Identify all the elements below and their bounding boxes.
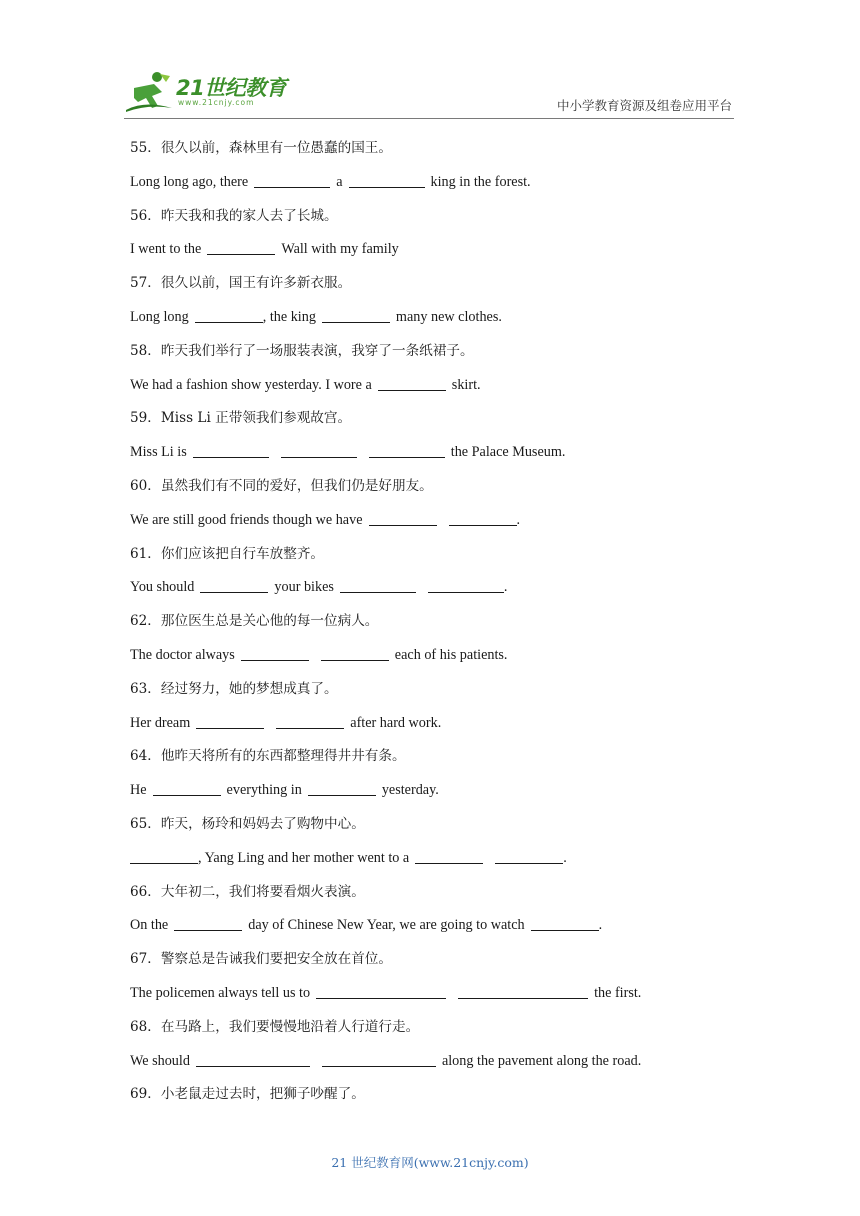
answer-blank[interactable] [207, 240, 275, 255]
logo-text: 21世纪教育 [176, 76, 287, 100]
answer-blank[interactable] [378, 376, 446, 391]
text-segment: many new clothes. [395, 308, 502, 325]
text-segment: everything in [226, 782, 302, 799]
question-61-chinese: 61．你们应该把自行车放整齐。 [130, 545, 325, 562]
question-67-english [130, 977, 740, 1011]
question-55-chinese: 55．很久以前，森林里有一位愚蠢的国王。 [130, 140, 392, 156]
answer-blank[interactable] [369, 511, 437, 526]
question-65-english [130, 842, 740, 876]
runner-logo-icon [124, 70, 174, 114]
answer-blank[interactable] [415, 849, 483, 864]
text-segment: your bikes [274, 579, 334, 596]
question-63-chinese: 63．经过努力，她的梦想成真了。 [130, 680, 338, 697]
answer-blank[interactable] [241, 646, 309, 661]
answer-blank[interactable] [449, 511, 517, 526]
question-69-chinese: 69．小老鼠走过去时，把狮子吵醒了。 [130, 1086, 365, 1103]
text-segment: , the king [262, 308, 316, 325]
text-segment: On the [130, 917, 169, 934]
text-segment: a [336, 173, 343, 190]
text-segment: along the pavement along the road. [441, 1052, 642, 1069]
question-57-chinese: 57．很久以前，国王有许多新衣服。 [130, 275, 352, 292]
question-56-english [130, 233, 740, 267]
platform-title: 中小学教育资源及组卷应用平台 [556, 98, 732, 113]
text-segment: the Palace Museum. [450, 444, 566, 461]
answer-blank[interactable] [531, 916, 599, 931]
question-65-chinese: 65．昨天，杨玲和妈妈去了购物中心。 [130, 815, 365, 832]
answer-blank[interactable] [196, 1052, 310, 1067]
question-67-chinese: 67．警察总是告诫我们要把安全放在首位。 [130, 951, 392, 968]
question-list [130, 132, 740, 1112]
question-58-english [130, 369, 740, 403]
answer-blank[interactable] [174, 916, 242, 931]
answer-blank[interactable] [322, 1052, 436, 1067]
text-segment: Her dream [130, 714, 191, 731]
question-59-chinese: 59．Miss Li 正带领我们参观故宫。 [130, 410, 352, 427]
answer-blank[interactable] [200, 578, 268, 593]
answer-blank[interactable] [428, 578, 504, 593]
logo-subtext: www.21cnjy.com [178, 98, 255, 107]
question-60-chinese: 60．虽然我们有不同的爱好，但我们仍是好朋友。 [130, 477, 433, 494]
text-segment: the first. [594, 984, 642, 1001]
page-header [0, 0, 860, 124]
answer-blank[interactable] [195, 308, 263, 323]
answer-blank[interactable] [130, 849, 198, 864]
question-58-chinese: 58．昨天我们举行了一场服装表演，我穿了一条纸裙子。 [130, 342, 474, 359]
question-60-english [130, 504, 740, 538]
text-segment: I went to the [130, 241, 202, 258]
text-segment: day of Chinese New Year, we are going to watch [248, 917, 525, 934]
answer-blank[interactable] [316, 984, 446, 999]
text-segment: . [516, 511, 521, 528]
answer-blank[interactable] [349, 173, 425, 188]
answer-blank[interactable] [369, 443, 445, 458]
text-segment: . [598, 917, 603, 934]
text-segment: each of his patients. [394, 646, 508, 663]
text-segment: . [563, 849, 567, 866]
text-segment: skirt. [451, 376, 481, 393]
header-rule [124, 118, 734, 119]
question-55-english [130, 166, 740, 200]
logo [124, 70, 294, 116]
question-64-english [130, 774, 740, 808]
answer-blank[interactable] [193, 443, 269, 458]
text-segment: We had a fashion show yesterday. I wore a [130, 376, 372, 393]
text-segment: yesterday. [381, 782, 439, 799]
question-61-english [130, 571, 740, 605]
question-66-chinese: 66．大年初二，我们将要看烟火表演。 [130, 883, 365, 900]
text-segment: after hard work. [350, 714, 442, 731]
answer-blank[interactable] [254, 173, 330, 188]
answer-blank[interactable] [281, 443, 357, 458]
answer-blank[interactable] [340, 578, 416, 593]
text-segment: He [130, 782, 147, 799]
text-segment: Wall with my family [281, 241, 399, 258]
question-62-english [130, 639, 740, 673]
answer-blank[interactable] [308, 781, 376, 796]
text-segment: You should [130, 579, 195, 596]
question-68-english [130, 1045, 740, 1079]
answer-blank[interactable] [196, 714, 264, 729]
answer-blank[interactable] [322, 308, 390, 323]
question-57-english [130, 301, 740, 335]
answer-blank[interactable] [153, 781, 221, 796]
page-footer: 21 世纪教育网(www.21cnjy.com) [331, 1155, 529, 1170]
question-59-english [130, 436, 740, 470]
text-segment: , Yang Ling and her mother went to a [198, 849, 410, 866]
question-56-chinese: 56．昨天我和我的家人去了长城。 [130, 207, 338, 224]
text-segment: We should [130, 1052, 190, 1069]
answer-blank[interactable] [495, 849, 563, 864]
question-66-english [130, 909, 740, 943]
text-segment: Long long [130, 308, 189, 325]
text-segment: Miss Li is [130, 444, 187, 461]
question-68-chinese: 68．在马路上，我们要慢慢地沿着人行道行走。 [130, 1018, 420, 1035]
text-segment: The doctor always [130, 646, 235, 663]
answer-blank[interactable] [321, 646, 389, 661]
answer-blank[interactable] [276, 714, 344, 729]
text-segment: . [503, 579, 508, 596]
question-64-chinese: 64．他昨天将所有的东西都整理得井井有条。 [130, 748, 406, 765]
question-63-english [130, 707, 740, 741]
text-segment: We are still good friends though we have [130, 511, 363, 528]
text-segment: king in the forest. [430, 173, 531, 190]
text-segment: The policemen always tell us to [130, 984, 311, 1001]
text-segment: Long long ago, there [130, 173, 249, 190]
question-62-chinese: 62．那位医生总是关心他的每一位病人。 [130, 613, 379, 630]
answer-blank[interactable] [458, 984, 588, 999]
